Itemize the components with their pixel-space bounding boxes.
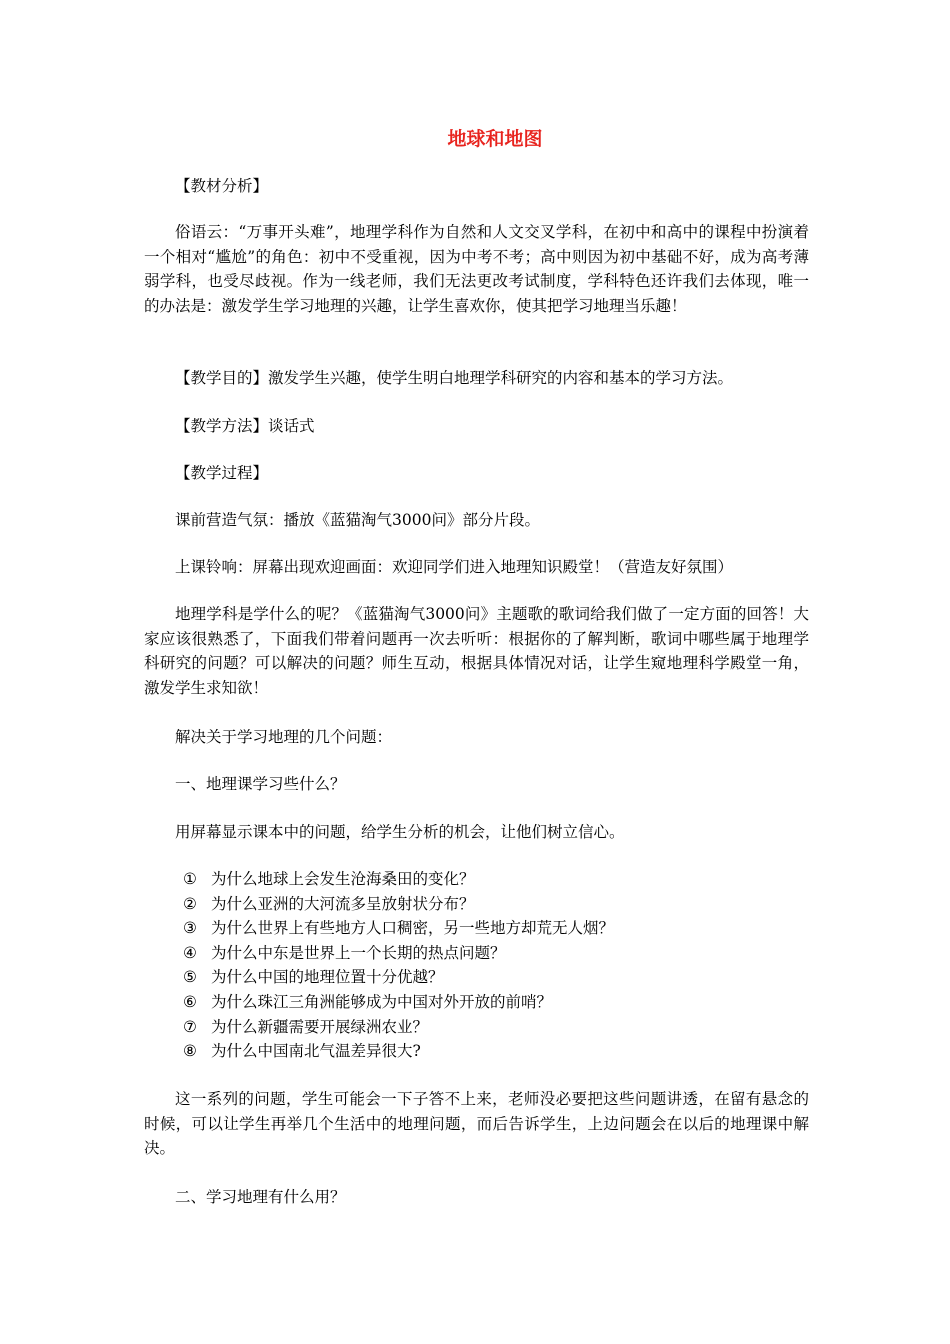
list-text: 为什么世界上有些地方人口稠密，另一些地方却荒无人烟？ <box>211 919 615 938</box>
list-number: ④ <box>183 943 197 962</box>
heading-what-to-learn: 一、地理课学习些什么？ <box>175 775 346 793</box>
list-number: ⑧ <box>183 1042 197 1061</box>
list-text: 为什么新疆需要开展绿洲农业？ <box>211 1017 429 1036</box>
list-text: 为什么地球上会发生沧海桑田的变化？ <box>211 870 475 888</box>
heading-what-use: 二、学习地理有什么用？ <box>175 1188 346 1206</box>
list-text: 为什么亚洲的大河流多呈放射状分布？ <box>211 894 475 913</box>
list-item <box>183 867 614 892</box>
paragraph-problems-intro: 解决关于学习地理的几个问题： <box>175 728 393 746</box>
paragraph-bell: 上课铃响：屏幕出现欢迎画面：欢迎同学们进入地理知识殿堂！（营造友好氛围） <box>175 558 734 576</box>
section-heading-teaching-process: 【教学过程】 <box>175 464 269 482</box>
list-item <box>183 892 614 917</box>
list-text: 为什么珠江三角洲能够成为中国对外开放的前哨？ <box>211 992 553 1011</box>
section-heading-material-analysis: 【教材分析】 <box>175 177 269 195</box>
list-text: 为什么中国的地理位置十分优越？ <box>211 968 444 987</box>
question-list <box>183 867 614 1064</box>
list-text: 为什么中东是世界上一个长期的热点问题？ <box>211 943 506 962</box>
paragraph-question-explanation: 这一系列的问题，学生可能会一下子答不上来，老师没必要把这些问题讲透，在留有悬念的时候，可以让学生再举几个生活中的地理问题，而后告诉学生，上边问题会在以后的地理课中解决。 <box>144 1090 809 1158</box>
paragraph-intro: 地理学科是学什么的呢？《蓝猫淘气3000问》主题歌的歌词给我们做了一定方面的回答！大家应该很熟悉了，下面我们带着问题再一次去听听：根据你的了解判断，歌词中哪些属于地理学科研究的问题？可以解决的问题？师生互动，根据具体情况对话，让学生窥地理科学殿堂一角，激发学生求知欲！ <box>144 605 809 697</box>
list-number: ② <box>183 894 197 913</box>
paragraph-pre-class: 课前营造气氛：播放《蓝猫淘气3000问》部分片段。 <box>175 511 540 529</box>
list-item <box>183 1015 614 1040</box>
list-number: ⑦ <box>183 1017 197 1036</box>
paragraph-teaching-method: 【教学方法】谈话式 <box>175 417 315 435</box>
list-number: ③ <box>183 919 197 938</box>
list-item <box>183 990 614 1015</box>
paragraph-screen-questions: 用屏幕显示课本中的问题，给学生分析的机会，让他们树立信心。 <box>175 823 625 841</box>
list-item <box>183 941 614 966</box>
list-number: ① <box>183 870 197 888</box>
list-item <box>183 916 614 941</box>
list-number: ⑥ <box>183 992 197 1011</box>
paragraph-material-analysis: 俗语云：“万事开头难”，地理学科作为自然和人文交叉学科，在初中和高中的课程中扮演着一个相对“尴尬”的角色：初中不受重视，因为中考不考；高中则因为初中基础不好，成为高考薄弱学科，也受尽歧视。作为一线老师，我们无法更改考试制度，学科特色还许我们去体现，唯一的办法是：激发学生学习地理的兴趣，让学生喜欢你，使其把学习地理当乐趣！ <box>144 223 809 315</box>
list-text: 为什么中国南北气温差异很大? <box>211 1042 421 1061</box>
list-number: ⑤ <box>183 968 197 987</box>
document-title: 地球和地图 <box>447 128 543 150</box>
list-item <box>183 965 614 990</box>
list-item <box>183 1039 614 1064</box>
paragraph-teaching-goal: 【教学目的】激发学生兴趣，使学生明白地理学科研究的内容和基本的学习方法。 <box>175 369 734 387</box>
